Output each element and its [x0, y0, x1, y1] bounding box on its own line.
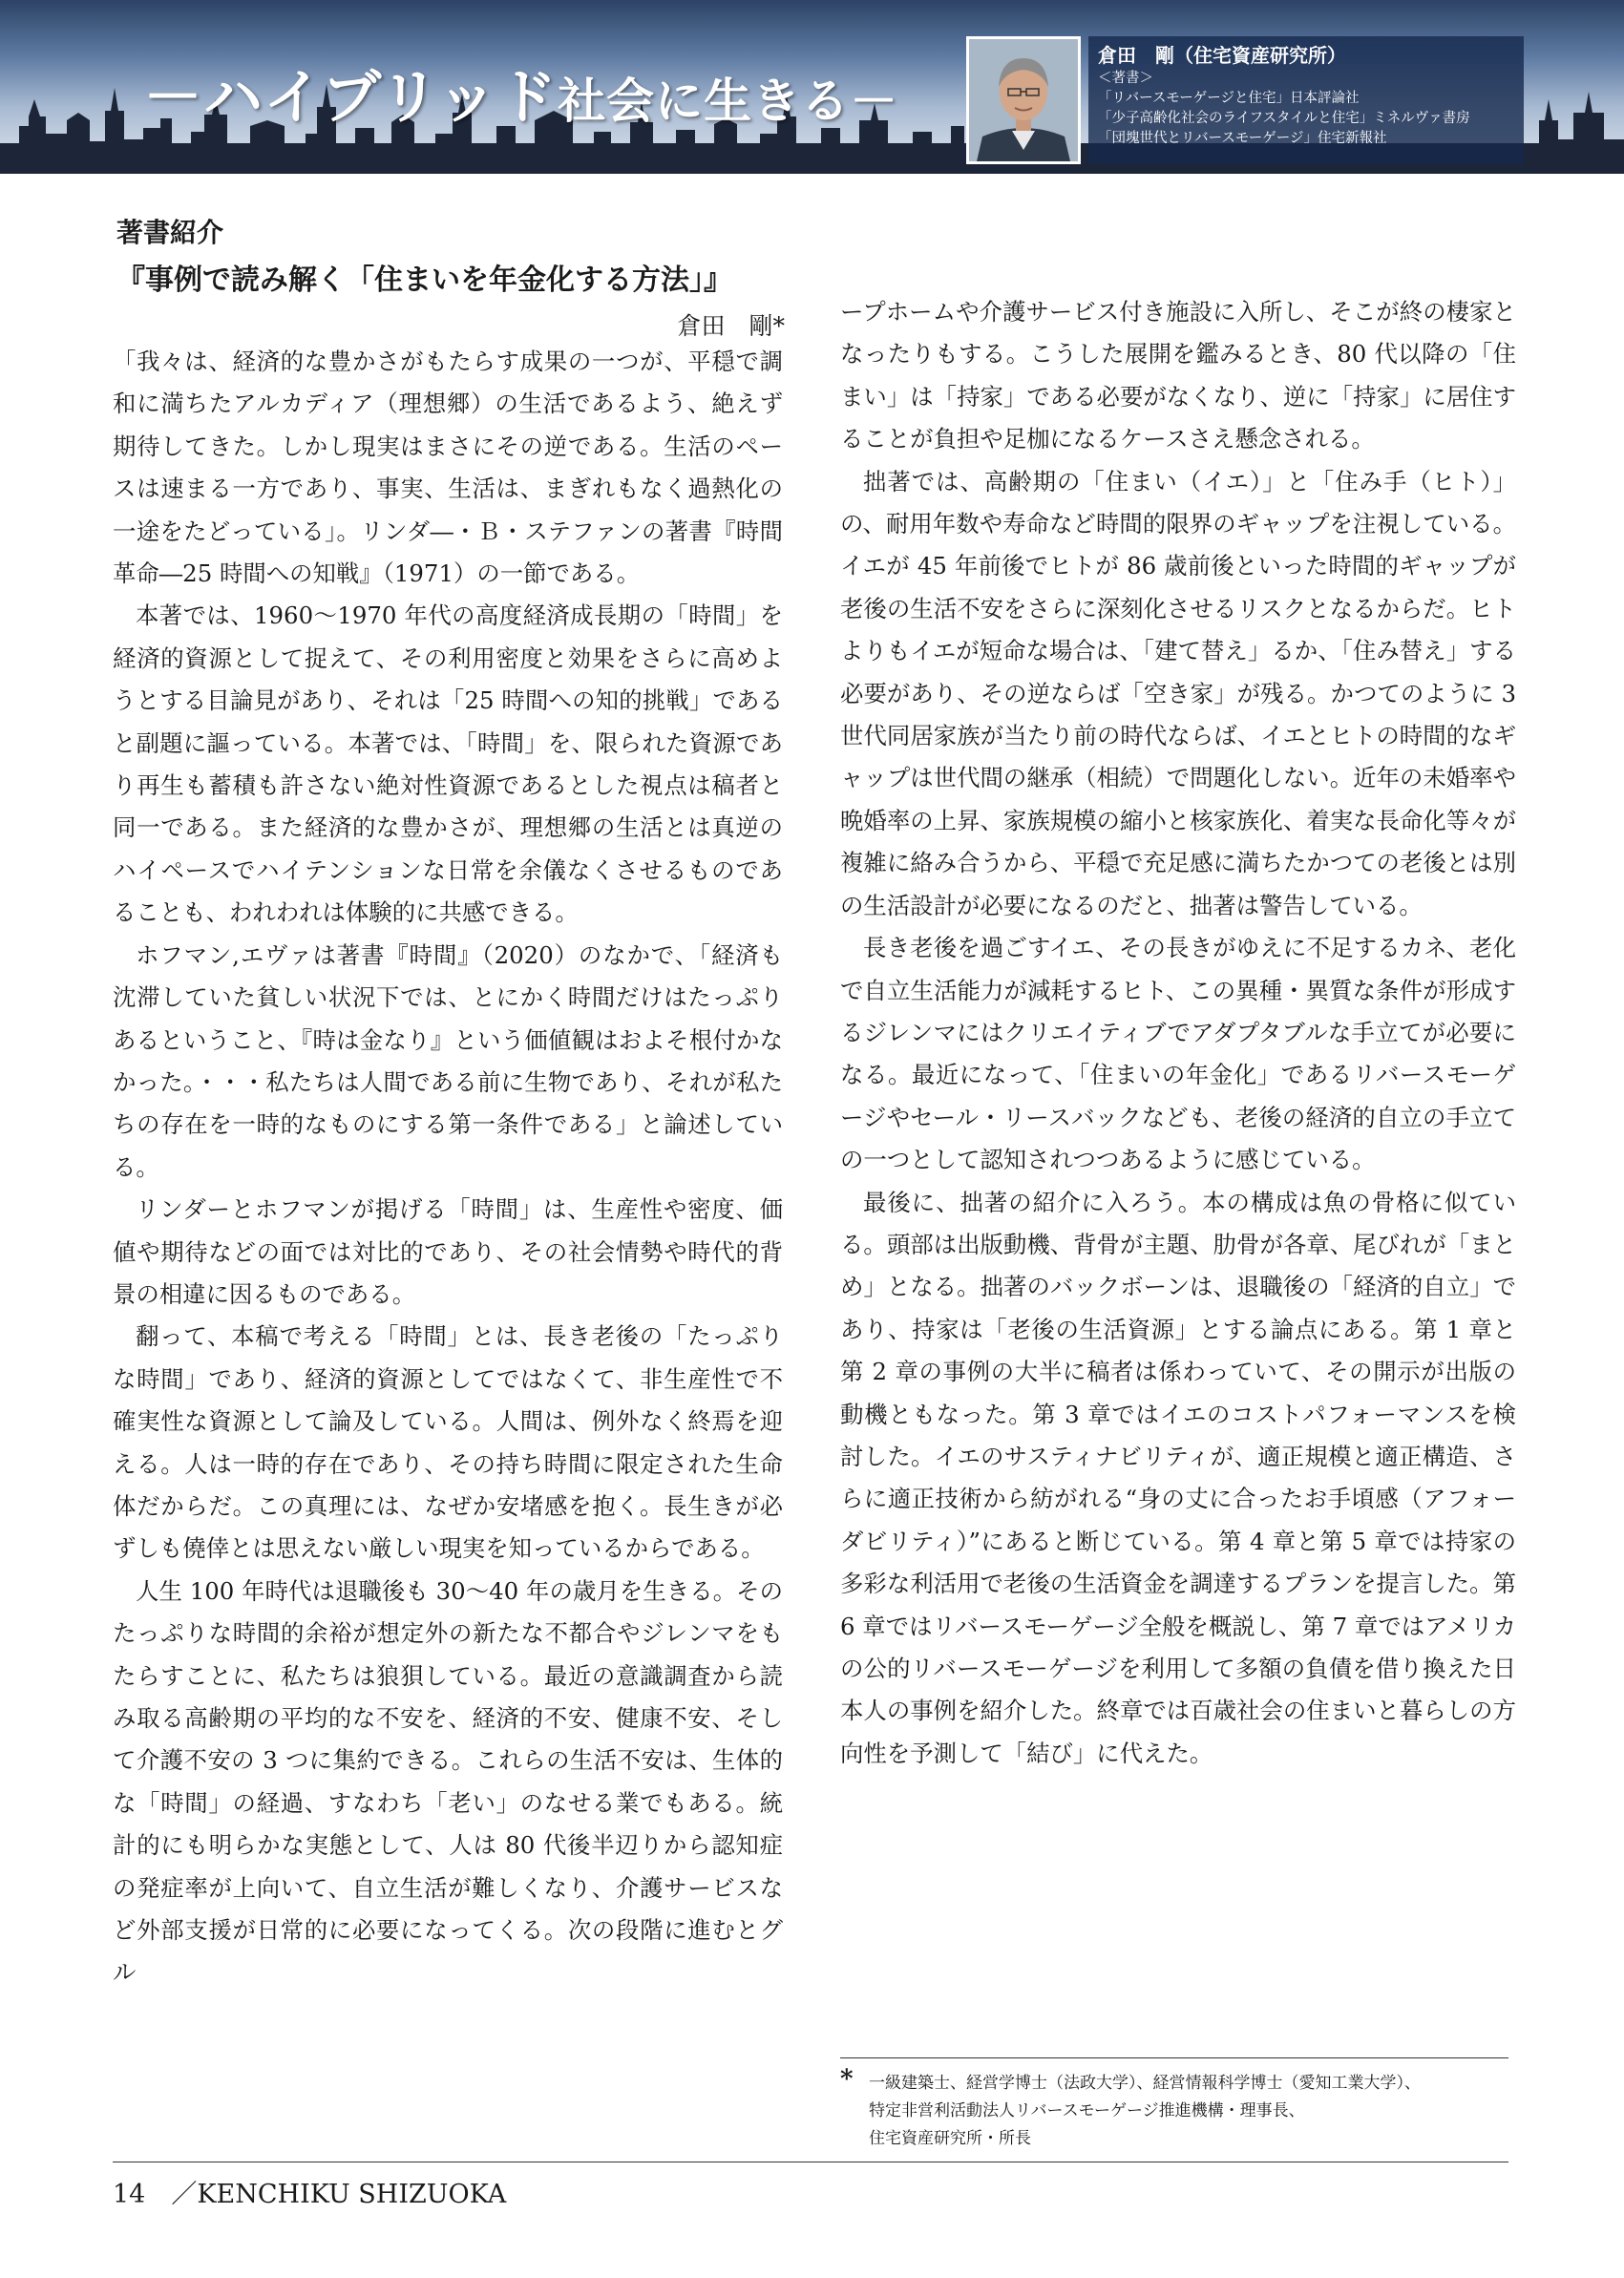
paragraph: リンダーとホフマンが掲げる「時間」は、生産性や密度、価値や期待などの面では対比的であり、その社会情勢や時代的背景の相違に因るものである。: [113, 1195, 783, 1308]
footnote-line: 住宅資産研究所・所長: [869, 2129, 1031, 2148]
work-item: 「団塊世代とリバースモーゲージ」住宅新報社: [1098, 131, 1387, 146]
series-title-part2: 社会に生きる－: [558, 74, 899, 129]
series-title: [143, 50, 898, 135]
right-column: [840, 291, 1516, 1775]
byline: 倉田 剛*: [677, 312, 785, 340]
author-name: 倉田 剛（住宅資産研究所）: [1098, 44, 1346, 67]
paragraph: 「我々は、経済的な豊かさがもたらす成果の一つが、平穏で調和に満ちたアルカディア（理想郷）の生活であるよう、絶えず期待してきた。しかし現実はまさにその逆である。生活のペースは速まる一方であり、事実、生活は、まぎれもなく過熱化の一途をたどっている」。リンダ―・Ｂ・ステファンの著書『時間革命―25 時間への知戦』（1971）の一節である。: [113, 348, 783, 588]
article-title: 『事例で読み解く「住まいを年金化する方法」』: [116, 264, 732, 297]
works-label: ＜著書＞: [1098, 71, 1153, 86]
footnote-mark: *: [840, 2065, 854, 2094]
footnote-line: 特定非営利活動法人リバースモーゲージ推進機構・理事長、: [869, 2101, 1305, 2120]
paragraph: 最後に、拙著の紹介に入ろう。本の構成は魚の骨格に似ている。頭部は出版動機、背骨が主題、肋骨が各章、尾びれが「まとめ」となる。拙著のバックボーンは、退職後の「経済的自立」であり、持家は「老後の生活資源」とする論点にある。第 1 章と第 2 章の事例の大半に稿者は係わっていて、その開示が出版の動機ともなった。第 3 章ではイエのコストパフォーマンスを検討した。イエのサスティナビリティが、適正規模と適正構造、さらに適正技術から紡がれる“身の丈に合ったお手頃感（アフォーダビリティ）”にあると断じている。第 4 章と第 5 章では持家の多彩な利活用で老後の生活資金を調達するプランを提言した。第 6 章ではリバースモーゲージ全般を概説し、第 7 章ではアメリカの公的リバースモーゲージを利用して多額の負債を借り換えた日本人の事例を紹介した。終章では百歳社会の住まいと暮らしの方向性を予測して「結び」に代えた。: [840, 1188, 1516, 1767]
paragraph: 長き老後を過ごすイエ、その長きがゆえに不足するカネ、老化で自立生活能力が減耗するヒト、この異種・異質な条件が形成するジレンマにはクリエイティブでアダプタブルな手立てが必要になる。最近になって、「住まいの年金化」であるリバースモーゲージやセール・リースバックなども、老後の経済的自立の手立ての一つとして認知されつつあるように感じている。: [840, 934, 1516, 1174]
footnote-line: 一級建築士、経営学博士（法政大学）、経営情報科学博士（愛知工業大学）、: [869, 2074, 1421, 2093]
section-label: 著書紹介: [116, 217, 224, 248]
series-title-part1: －ハイブリッド: [143, 62, 559, 132]
page-footer: 14 ／KENCHIKU SHIZUOKA: [113, 2180, 507, 2209]
author-profile: [1088, 36, 1524, 164]
portrait-image: [969, 39, 1078, 161]
footnote: [840, 2065, 1528, 2153]
work-item: 「少子高齢化社会のライフスタイルと住宅」ミネルヴァ書房: [1098, 111, 1470, 126]
work-item: 「リバースモーゲージと住宅」日本評論社: [1098, 91, 1360, 106]
footnote-divider: [840, 2057, 1508, 2058]
paragraph: ホフマン,エヴァは著書『時間』（2020）のなかで、「経済も沈滞していた貧しい状況下では、とにかく時間だけはたっぷりあるということ、『時は金なり』という価値観はおよそ根付かなかった。・・・私たちは人間である前に生物であり、それが私たちの存在を一時的なものにする第一条件である」と論述している。: [113, 940, 783, 1181]
author-photo: [966, 36, 1081, 164]
paragraph: 本著では、1960～1970 年代の高度経済成長期の「時間」を経済的資源として捉えて、その利用密度と効果をさらに高めようとする目論見があり、それは「25 時間への知的挑戦」であると副題に謳っている。本著では、「時間」を、限られた資源であり再生も蓄積も許さない絶対性資源であるとした視点は稿者と同一である。また経済的な豊かさが、理想郷の生活とは真逆のハイペースでハイテンションな日常を余儀なくさせるものであることも、われわれは体験的に共感できる。: [113, 601, 783, 927]
paragraph: ープホームや介護サービス付き施設に入所し、そこが終の棲家となったりもする。こうした展開を鑑みるとき、80 代以降の「住まい」は「持家」である必要がなくなり、逆に「持家」に居住することが負担や足枷になるケースさえ懸念される。: [840, 298, 1516, 453]
header-banner: [0, 0, 1624, 174]
paragraph: 拙著では、高齢期の「住まい（イエ）」と「住み手（ヒト）」の、耐用年数や寿命など時間的限界のギャップを注視している。イエが 45 年前後でヒトが 86 歳前後といった時間的ギャップが老後の生活不安をさらに深刻化させるリスクとなるからだ。ヒトよりもイエが短命な場合は、「建て替え」るか、「住み替え」する必要があり、その逆ならば「空き家」が残る。かつてのように 3 世代同居家族が当たり前の時代ならば、イエとヒトの時間的なギャップは世代間の継承（相続）で問題化しない。近年の未婚率や晩婚率の上昇、家族規模の縮小と核家族化、着実な長命化等々が複雑に絡み合うから、平穏で充足感に満ちたかつての老後とは別の生活設計が必要になるのだと、拙著は警告している。: [840, 467, 1516, 919]
paragraph: 人生 100 年時代は退職後も 30～40 年の歳月を生きる。そのたっぷりな時間的余裕が想定外の新たな不都合やジレンマをもたらすことに、私たちは狼狽している。最近の意識調査から読み取る高齢期の平均的な不安を、経済的不安、健康不安、そして介護不安の 3 つに集約できる。これらの生活不安は、生体的な「時間」の経過、すなわち「老い」のなせる業でもある。統計的にも明らかな実態として、人は 80 代後半辺りから認知症の発症率が上向いて、自立生活が難しくなり、介護サービスなど外部支援が日常的に必要になってくる。次の段階に進むとグル: [113, 1576, 783, 1987]
left-column: [113, 341, 783, 1994]
paragraph: 翻って、本稿で考える「時間」とは、長き老後の「たっぷりな時間」であり、経済的資源としてではなくて、非生産性で不確実性な資源として論及している。人間は、例外なく終焉を迎える。人は一時的存在であり、その持ち時間に限定された生命体だからだ。この真理には、なぜか安堵感を抱く。長生きが必ずしも僥倖とは思えない厳しい現実を知っているからである。: [113, 1322, 783, 1563]
